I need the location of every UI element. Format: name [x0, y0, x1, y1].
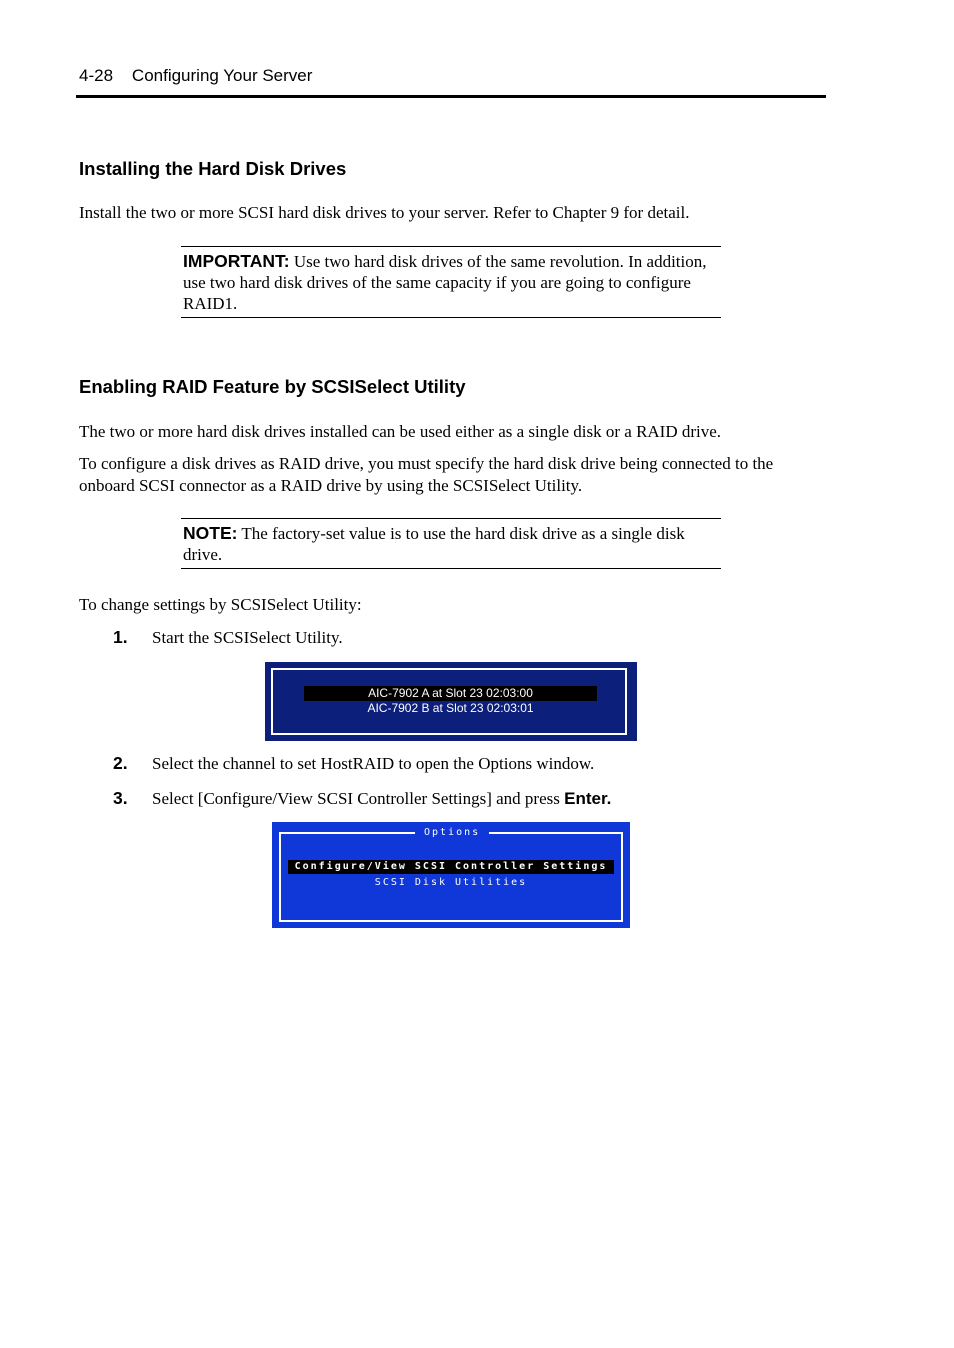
body-text-raid-2: To configure a disk drives as RAID drive, you must specify the hard disk drive being connected to the onboard SCSI connector as a RAID drive by using the SCSISelect Utility.	[79, 454, 774, 495]
step-text	[152, 789, 611, 809]
step-number: 1.	[113, 627, 128, 647]
channel-row-selected[interactable]: AIC-7902 A at Slot 23 02:03:00	[304, 686, 597, 701]
running-header: 4-28 Configuring Your Server	[79, 66, 313, 85]
body-text-install: Install the two or more SCSI hard disk drives to your server. Refer to Chapter 9 for detail.	[79, 203, 690, 222]
enter-key-label: Enter.	[564, 789, 612, 808]
menu-item-scsi-disk-utilities[interactable]: SCSI Disk Utilities	[374, 877, 528, 888]
note-text: The factory-set value is to use the hard disk drive as a single disk drive.	[183, 524, 685, 564]
step-number: 3.	[113, 788, 128, 808]
step-number: 2.	[113, 753, 128, 773]
procedure-intro: To change settings by SCSISelect Utility:	[79, 595, 362, 614]
important-text: Use two hard disk drives of the same revolution. In addition, use two hard disk drives of the same capacity if you are going to configure RAID1.	[183, 252, 707, 313]
step-text: Start the SCSISelect Utility.	[152, 628, 343, 647]
channel-row[interactable]: AIC-7902 B at Slot 23 02:03:01	[367, 701, 534, 715]
important-label: IMPORTANT:	[183, 251, 290, 271]
section-heading-enabling-raid: Enabling RAID Feature by SCSISelect Utility	[79, 376, 466, 397]
header-rule	[76, 95, 826, 98]
options-window-title: Options	[415, 826, 489, 840]
body-text-raid-1: The two or more hard disk drives installed can be used either as a single disk or a RAID drive.	[79, 422, 722, 441]
important-callout	[181, 246, 721, 318]
note-label: NOTE:	[183, 523, 238, 543]
step-text: Select the channel to set HostRAID to open the Options window.	[152, 754, 595, 773]
step-text-body: Select [Configure/View SCSI Controller Settings] and press	[152, 789, 565, 808]
menu-item-configure-view-selected[interactable]: Configure/View SCSI Controller Settings	[288, 860, 614, 874]
options-window-screen	[272, 822, 630, 928]
scsiselect-channel-screen	[265, 662, 637, 741]
note-callout	[181, 518, 721, 569]
section-heading-installing-drives: Installing the Hard Disk Drives	[79, 158, 347, 179]
